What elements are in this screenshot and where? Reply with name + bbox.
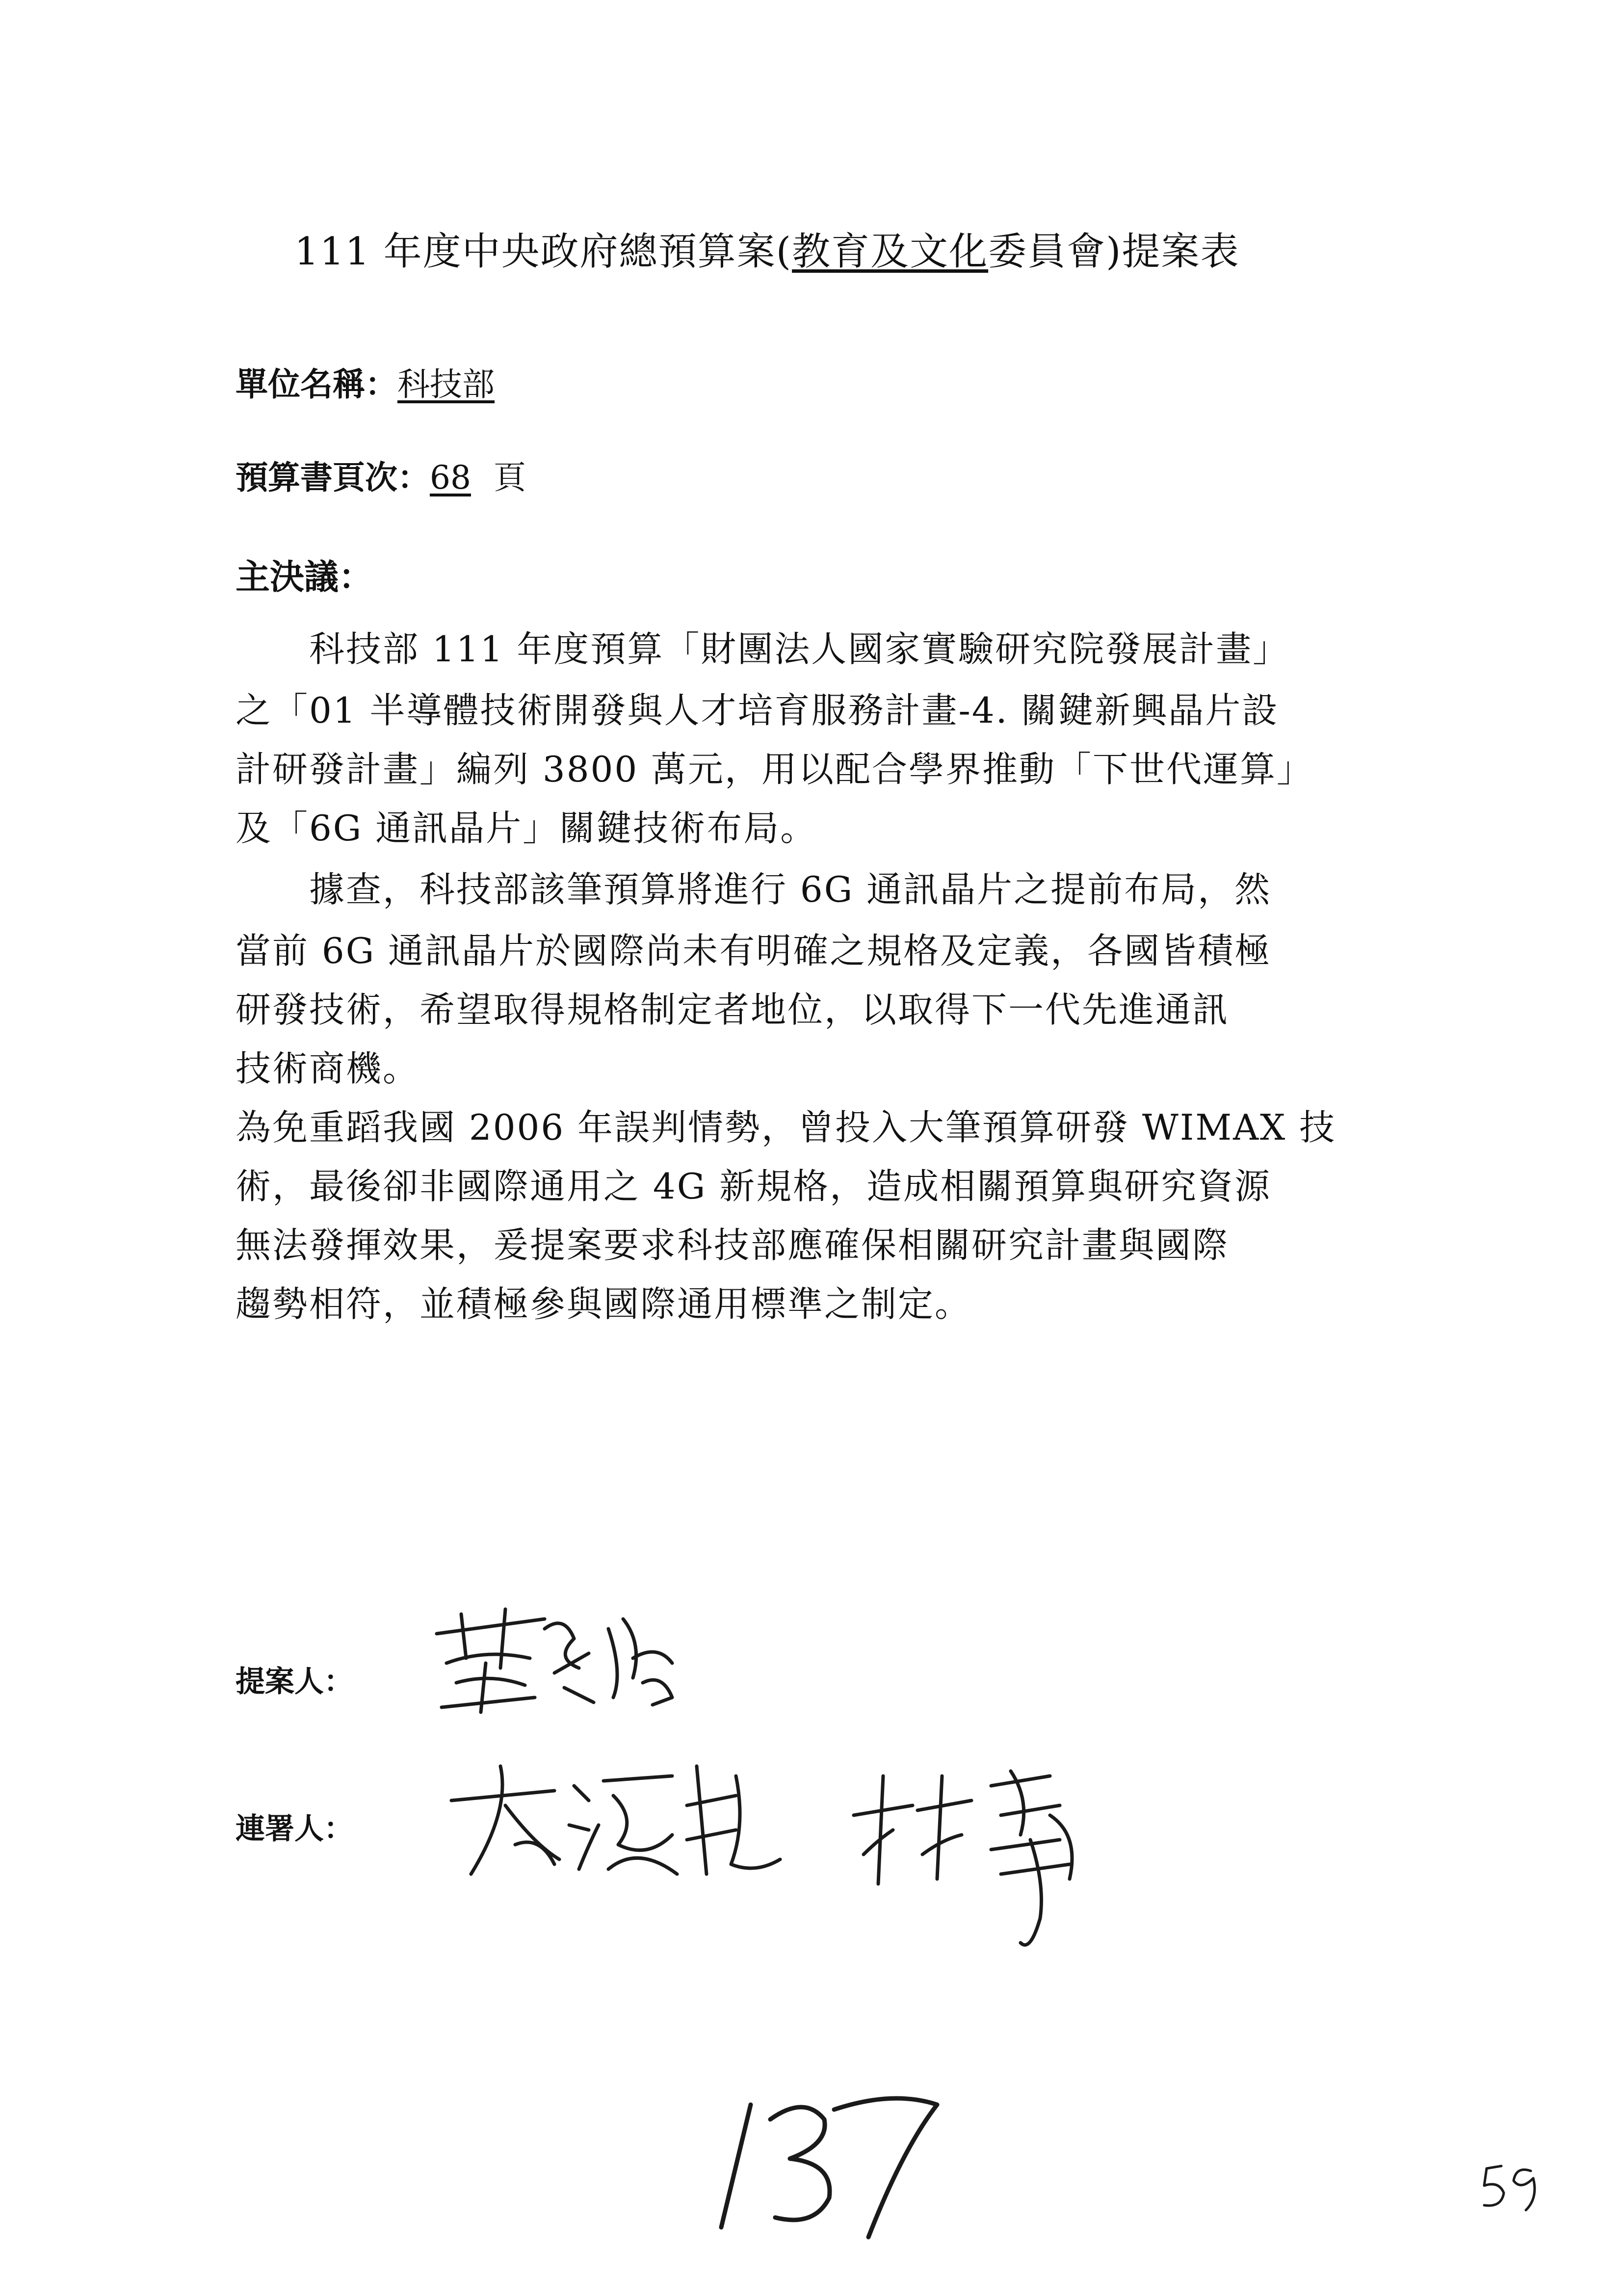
unit-value: 科技部 [397,365,495,403]
resolution-line: 無法發揮效果，爰提案要求科技部應確保相關研究計畫與國際 [236,1225,1230,1266]
proposer-label: 提案人： [236,1665,353,1699]
resolution-line: 科技部 111 年度預算「財團法人國家實驗研究院發展計畫」 [309,628,1290,670]
unit-label: 單位名稱： [236,365,397,403]
handwritten-page-number [707,2080,952,2247]
title-committee: 教育及文化 [792,230,989,274]
proposer-signature [427,1599,682,1717]
budget-page-field [236,451,526,498]
title-prefix: 111 年度中央政府總預算案( [294,230,792,274]
budget-page-unit: 頁 [494,459,526,496]
title-suffix: 委員會)提案表 [988,230,1240,274]
budget-page-number: 68 [430,459,471,496]
resolution-line: 當前 6G 通訊晶片於國際尚未有明確之規格及定義，各國皆積極 [236,930,1272,971]
resolution-line: 及「6G 通訊晶片」關鍵技術布局。 [236,808,817,849]
resolution-line: 趨勢相符，並積極參與國際通用標準之制定。 [236,1283,972,1325]
resolution-heading: 主決議： [236,556,373,597]
unit-field [236,358,495,405]
cosigners-label: 連署人： [236,1812,353,1846]
resolution-line: 之「01 半導體技術開發與人才培育服務計畫-4. 關鍵新興晶片設 [236,690,1279,731]
cosigner-signature-1 [442,1747,785,1894]
resolution-line: 研發技術，希望取得規格制定者地位，以取得下一代先進通訊 [236,989,1230,1030]
resolution-line: 技術商機。 [236,1048,420,1089]
resolution-line: 據查，科技部該筆預算將進行 6G 通訊晶片之提前布局，然 [309,869,1272,910]
resolution-line: 術，最後卻非國際通用之 4G 新規格，造成相關預算與研究資源 [236,1166,1272,1207]
budget-page-label: 預算書頁次： [236,458,430,496]
resolution-line: 為免重蹈我國 2006 年誤判情勢，曾投入大筆預算研發 WIMAX 技 [236,1107,1336,1148]
corner-page-number [1477,2159,1545,2213]
resolution-line: 計研發計畫」編列 3800 萬元，用以配合學界推動「下世代運算」 [236,749,1314,790]
page-title [294,221,1374,276]
cosigner-signature-2 [844,1756,1119,1962]
